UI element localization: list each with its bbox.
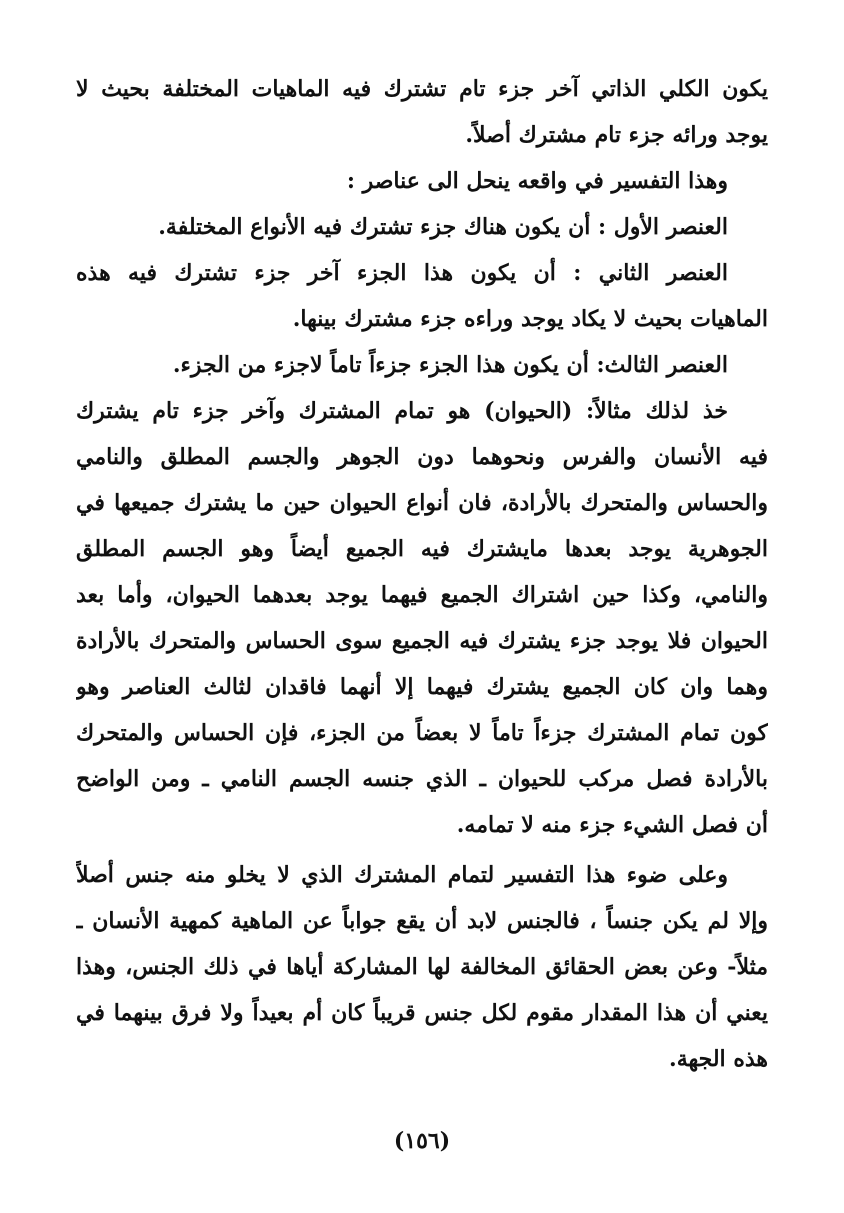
text-line: العنصر الثاني : أن يكون هذا الجزء آخر جزء تشترك فيه هذه (76, 260, 728, 286)
text-line: العنصر الثالث: أن يكون هذا الجزء جزءاً تاماً لاجزء من الجزء. (172, 352, 728, 378)
paragraph-element-three (76, 342, 768, 388)
text-line: وهما وان كان الجميع يشترك فيهما إلا أنهما فاقدان لثالث العناصر وهو (76, 674, 768, 700)
text-line: أن فصل الشيء جزء منه لا تمامه. (456, 812, 768, 838)
text-line: بالأرادة فصل مركب للحيوان ـ الذي جنسه الجسم النامي ـ ومن الواضح (76, 766, 768, 792)
text-line: خذ لذلك مثالاً: (الحيوان) هو تمام المشترك وآخر جزء تام يشترك (76, 398, 728, 424)
body-text (76, 66, 768, 1082)
text-line: وهذا التفسير في واقعه ينحل الى عناصر : (346, 168, 728, 194)
paragraph-example (76, 388, 768, 848)
paragraph-definition (76, 66, 768, 158)
paragraph-element-one (76, 204, 768, 250)
text-line: العنصر الأول : أن يكون هناك جزء تشترك فيه الأنواع المختلفة. (158, 214, 728, 240)
text-line: يكون الكلي الذاتي آخر جزء تام تشترك فيه الماهيات المختلفة بحيث لا (76, 76, 768, 102)
text-line: الجوهرية يوجد بعدها مايشترك فيه الجميع أيضاً وهو الجسم المطلق (76, 536, 768, 562)
text-line: والنامي، وكذا حين اشتراك الجميع فيهما يوجد بعدهما الحيوان، وأما بعد (76, 582, 768, 608)
paragraph-elements-intro (76, 158, 768, 204)
page-number: (١٥٦) (393, 1128, 451, 1154)
text-line: هذه الجهة. (669, 1046, 768, 1072)
text-line: الحيوان فلا يوجد جزء يشترك فيه الجميع سوى الحساس والمتحرك بالأرادة (76, 628, 768, 654)
text-line: مثلاً- وعن بعض الحقائق المخالفة لها المشاركة أياها في ذلك الجنس، وهذا (76, 954, 768, 980)
text-line: يعني أن هذا المقدار مقوم لكل جنس قريباً كان أم بعيداً ولا فرق بينهما في (76, 1000, 768, 1026)
text-line: فيه الأنسان والفرس ونحوهما دون الجوهر والجسم المطلق والنامي (76, 444, 768, 470)
text-line: وإلا لم يكن جنساً ، فالجنس لابد أن يقع جواباً عن الماهية كمهية الأنسان ـ (76, 908, 768, 934)
text-line: الماهيات بحيث لا يكاد يوجد وراءه جزء مشترك بينها. (292, 306, 768, 332)
text-line: والحساس والمتحرك بالأرادة، فان أنواع الحيوان حين ما يشترك جميعها في (76, 490, 768, 516)
text-line: وعلى ضوء هذا التفسير لتمام المشترك الذي لا يخلو منه جنس أصلاً (76, 862, 728, 888)
text-line: يوجد ورائه جزء تام مشترك أصلاً. (465, 122, 768, 148)
paragraph-element-two (76, 250, 768, 342)
paragraph-conclusion (76, 852, 768, 1082)
text-line: كون تمام المشترك جزءاً تاماً لا بعضاً من الجزء، فإن الحساس والمتحرك (76, 720, 768, 746)
